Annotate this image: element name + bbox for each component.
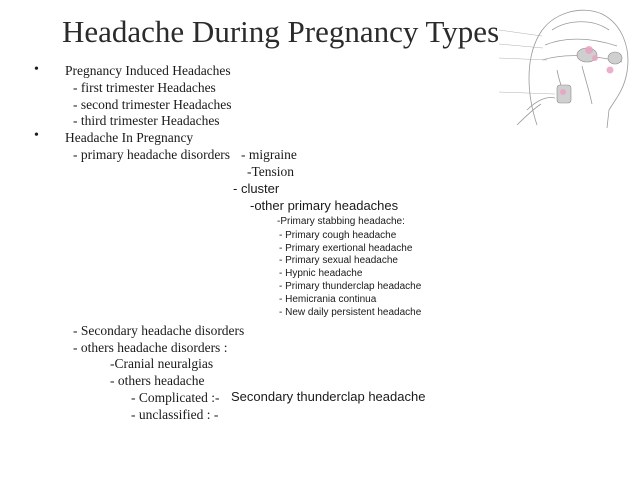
others-headache-disorders: - others headache disorders : [73,340,228,355]
other-primary-hemicrania: - Hemicrania continua [279,294,377,305]
complicated-label: - Complicated :- [131,390,220,405]
type-other-primary: -other primary headaches [250,198,399,213]
bullet-pregnancy-induced: Pregnancy Induced Headaches [65,63,231,78]
secondary-headache-disorders: - Secondary headache disorders [73,323,245,338]
type-tension: -Tension [247,164,295,179]
primary-headache-disorders: - primary headache disorders [73,147,231,162]
cranial-neuralgias: -Cranial neuralgias [110,356,214,371]
other-primary-new-daily: - New daily persistent headache [279,307,422,318]
complicated-value: Secondary thunderclap headache [231,389,426,404]
bullet-marker-2: • [34,128,39,143]
bullet-marker-1: • [34,62,39,77]
other-primary-cough: - Primary cough headache [279,230,397,241]
other-primary-stabbing: -Primary stabbing headache: [277,216,405,227]
other-primary-exertional: - Primary exertional headache [279,243,413,254]
list-item-second-trimester: - second trimester Headaches [73,97,232,112]
list-item-first-trimester: - first trimester Headaches [73,80,216,95]
list-item-third-trimester: - third trimester Headaches [73,113,220,128]
other-primary-hypnic: - Hypnic headache [279,268,363,279]
unclassified: - unclassified : - [131,407,219,422]
other-primary-sexual: - Primary sexual headache [279,255,398,266]
slide-title: Headache During Pregnancy Types [62,14,500,49]
other-primary-thunderclap: - Primary thunderclap headache [279,281,422,292]
type-cluster: - cluster [233,181,280,196]
type-migraine: - migraine [241,147,297,162]
bullet-headache-in-pregnancy: Headache In Pregnancy [65,130,194,145]
others-headache: - others headache [110,373,205,388]
head-anatomy-illustration [497,0,638,130]
